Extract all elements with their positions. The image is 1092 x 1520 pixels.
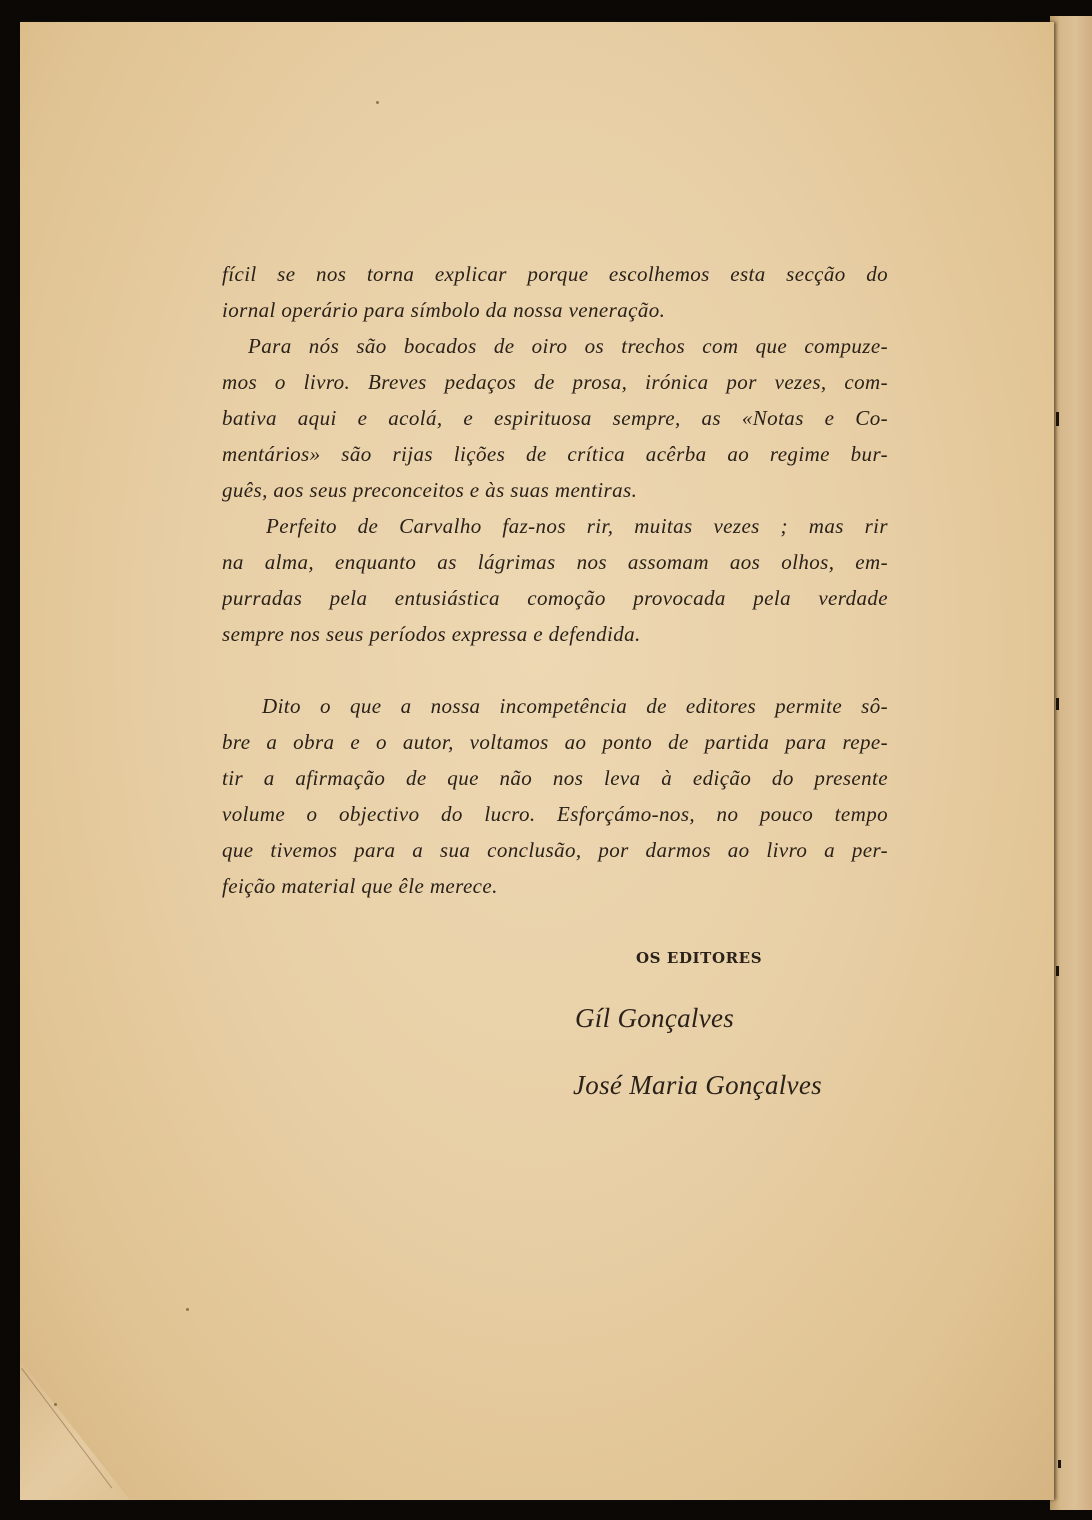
page-edge-mark bbox=[1056, 412, 1059, 426]
page-edge-mark bbox=[1056, 966, 1059, 976]
text-line: Dito o que a nossa incompetência de editores permite sô- bbox=[262, 694, 888, 718]
text-line: feição material que êle merece. bbox=[222, 874, 498, 898]
paragraph-gap bbox=[222, 652, 888, 688]
text-line: sempre nos seus períodos expressa e defendida. bbox=[222, 622, 641, 646]
signature-heading: OS EDITORES bbox=[636, 949, 763, 967]
body-text bbox=[222, 256, 888, 904]
text-line: na alma, enquanto as lágrimas nos assomam aos olhos, em- bbox=[222, 550, 888, 574]
next-page-edge bbox=[1050, 16, 1092, 1510]
page-edge-mark bbox=[1058, 1460, 1061, 1468]
text-line: fícil se nos torna explicar porque escolhemos esta secção do bbox=[222, 262, 888, 286]
text-line: bativa aqui e acolá, e espirituosa sempre, as «Notas e Co- bbox=[222, 406, 888, 430]
text-line: mentários» são rijas lições de crítica acêrba ao regime bur- bbox=[222, 442, 888, 466]
page-edge-mark bbox=[1056, 698, 1059, 710]
text-line: que tivemos para a sua conclusão, por darmos ao livro a per- bbox=[222, 838, 888, 862]
text-line: Para nós são bocados de oiro os trechos com que compuze- bbox=[248, 334, 888, 358]
text-line: purradas pela entusiástica comoção provocada pela verdade bbox=[222, 586, 888, 610]
text-line: volume o objectivo do lucro. Esforçámo-nos, no pouco tempo bbox=[222, 802, 888, 826]
text-line: tir a afirmação de que não nos leva à edição do presente bbox=[222, 766, 888, 790]
signature-name: Gíl Gonçalves bbox=[575, 1003, 735, 1033]
paper-speck bbox=[186, 1308, 189, 1311]
text-line: bre a obra e o autor, voltamos ao ponto de partida para repe- bbox=[222, 730, 888, 754]
text-line: mos o livro. Breves pedaços de prosa, irónica por vezes, com- bbox=[222, 370, 888, 394]
text-line: Perfeito de Carvalho faz-nos rir, muitas vezes ; mas rir bbox=[266, 514, 888, 538]
text-line: guês, aos seus preconceitos e às suas mentiras. bbox=[222, 478, 638, 502]
signature-name: José Maria Gonçalves bbox=[573, 1070, 822, 1100]
paper-speck bbox=[54, 1403, 57, 1406]
text-line: iornal operário para símbolo da nossa veneração. bbox=[222, 298, 666, 322]
paper-speck bbox=[376, 101, 379, 104]
